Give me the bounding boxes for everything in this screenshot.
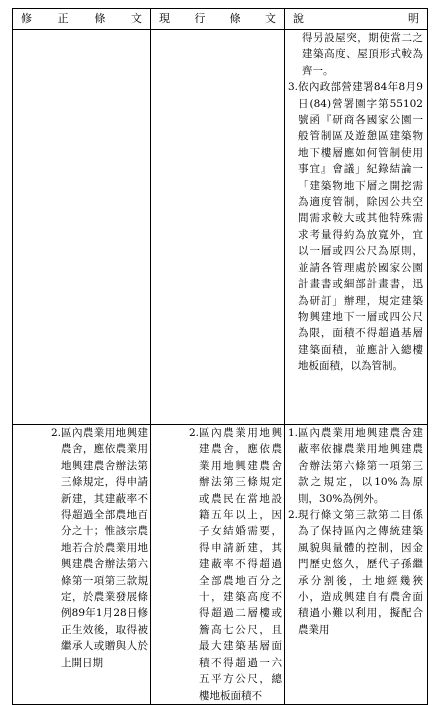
item-text: 區內農業用地興建農舍，應依農業用地興建農舍辦法第三條規定，得申請新建，其建蔽率不得超過全部農地百分之十；惟該宗農地若合於農業用地興建農舍辦法第六條第一項第三款規定，於農業發展條例89年1月28日修正生效後，取得被繼承人或贈與人於上開日期: [61, 427, 148, 669]
amended-cell: [13, 425, 151, 705]
item-text: 區內農業用地興建農舍建蔽率依據農業用地興建農舍辦法第六條第一項第三款之規定，以10%為原則，30%為例外。: [298, 427, 423, 505]
header-current-article: [151, 9, 285, 30]
header-explanation: [285, 9, 428, 30]
item-text: 依內政部營建署84年8月9日(84)營署園字第55102號函『研商各國家公園一般管制區及遊憩區建築物地下樓層應如何管制使用事宜』會議」紀錄結論一「建築物地下層之開挖需為適度管制，除因公共空間需求較大或其他特殊需求考量得約為放寬外，宜以一層或四公尺為原則，並請各管理處於國家公園計畫書或細部計畫書，迅為研訂」辦理，規定建築物興建地下一層或四公尺為限，面積不得超過基層建築面積，並應計入總樓地板面積，以為管制。: [298, 81, 423, 373]
amended-item: [15, 425, 148, 671]
header-char: 說: [293, 12, 304, 25]
item-number: 2.: [51, 427, 62, 439]
current-cell: [151, 30, 285, 425]
item-number: 2.: [288, 509, 299, 522]
header-amended-article: [13, 9, 151, 30]
explanation-item: [288, 507, 423, 638]
table-row: [13, 30, 428, 425]
header-char: 明: [408, 12, 419, 25]
header-char: 文: [264, 12, 276, 25]
table-row: [13, 425, 428, 705]
header-char: 條: [229, 12, 241, 25]
header-char: 文: [130, 12, 142, 25]
explanation-continuation: 得另設屋突，期使當二之建築高度、屋頂形式較為齊一。: [302, 32, 423, 77]
item-text: 區內農業用地興建農舍，應依農業用地興建農舍辦法第三條規定或農民在當地設籍五年以上，因子女結婚需要，得申請新建，其建蔽率不得超過全部農地百分之十，建築高度不得超過二層樓或簷高七公尺，且最大建築基層面積不得超過一六五平方公尺，總樓地板面積不: [199, 427, 282, 702]
explanation-item: [288, 425, 423, 507]
amended-cell: [13, 30, 151, 425]
item-text: 現行條文第三款第二目係為了保持區內之傳統建築風貌與量體的控制，因金門歷史悠久，歷代子孫繼承分割後，土地經幾狹小，造成興建自有農舍面積過小難以利用，擬配合農業用: [298, 509, 423, 636]
header-char: 行: [194, 12, 206, 25]
header-char: 現: [159, 12, 170, 25]
header-char: 修: [21, 12, 32, 25]
explanation-item: [288, 79, 423, 374]
table-header-row: [13, 9, 428, 30]
comparison-table: [12, 8, 428, 705]
header-char: 正: [57, 12, 69, 25]
current-cell: [151, 425, 285, 705]
explanation-cell: [285, 425, 428, 705]
item-number: 2.: [189, 427, 200, 439]
item-number: 3.: [288, 81, 299, 94]
explanation-cell: [285, 30, 428, 425]
item-number: 1.: [288, 427, 299, 439]
header-char: 條: [94, 12, 106, 25]
current-item: [153, 425, 282, 704]
